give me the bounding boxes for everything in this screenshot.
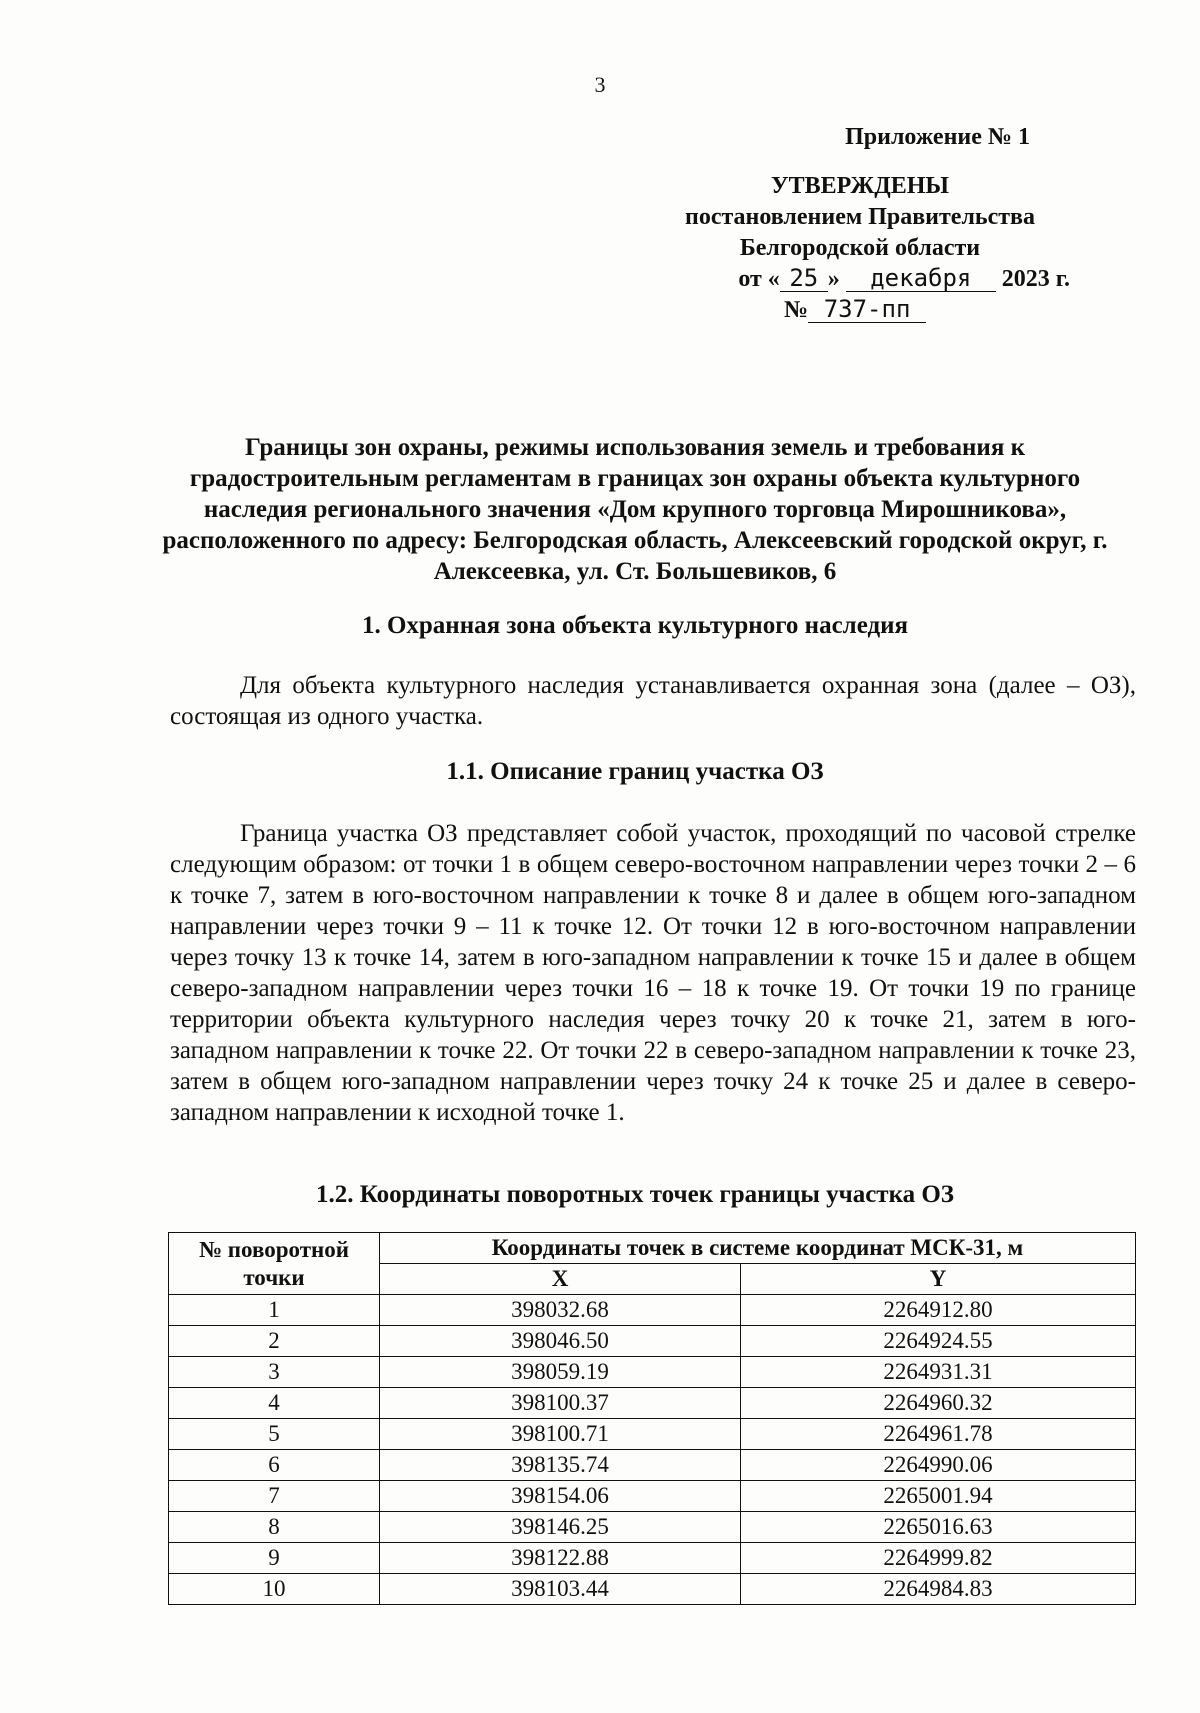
cell-point: 1 (169, 1295, 380, 1326)
document-title: Границы зон охраны, режимы использования земель и требования к градостроительным регламентам в границах зон охраны объекта культурного наследия регионального значения «Дом крупного торговца Мирошникова», расположенного по адресу: Белгородская область, Алексеевский городской округ, г. Алексеевка, ул. Ст. Большевиков, 6 (162, 434, 1108, 585)
date-year: 2023 г. (1001, 266, 1070, 292)
cell-x: 398122.88 (380, 1543, 741, 1574)
date-day: 25 (780, 265, 828, 292)
cell-x: 398135.74 (380, 1450, 741, 1481)
cell-y: 2264961.78 (741, 1419, 1136, 1450)
cell-point: 6 (169, 1450, 380, 1481)
section-1-1-paragraph: Граница участка ОЗ представляет собой участок, проходящий по часовой стрелке следующим образом: от точки 1 в общем северо-восточном направлении через точки 2 – 6 к точке 7, затем в юго-восточном направлении к точке 8 и далее в общем юго-западном направлении через точки 9 – 11 к точке 12. От точки 12 в юго-восточном направлении через точку 13 к точке 14, затем в юго-западном направлении к точке 15 и далее в общем северо-западном направлении через точки 16 – 18 к точке 19. От точки 19 по границе территории объекта культурного наследия через точку 20 к точке 21, затем в юго-западном направлении к точке 22. От точки 22 в северо-западном направлении к точке 23, затем в общем юго-западном направлении через точку 24 к точке 25 и далее в северо-западном направлении к исходной точке 1. (170, 820, 1136, 1126)
date-mid: » (827, 266, 840, 292)
coordinates-table (168, 1232, 1136, 1605)
appendix-label: Приложение № 1 (845, 124, 1030, 150)
cell-x: 398146.25 (380, 1512, 741, 1543)
cell-y: 2264999.82 (741, 1543, 1136, 1574)
table-row (169, 1326, 1136, 1357)
table-row (169, 1295, 1136, 1326)
cell-x: 398103.44 (380, 1574, 741, 1605)
cell-point: 7 (169, 1481, 380, 1512)
section-1-text (170, 670, 1136, 732)
cell-point: 4 (169, 1388, 380, 1419)
table-row (169, 1450, 1136, 1481)
cell-x: 398032.68 (380, 1295, 741, 1326)
coordinates-table-body (169, 1295, 1136, 1605)
table-row (169, 1543, 1136, 1574)
approval-date (610, 264, 1070, 295)
cell-y: 2265016.63 (741, 1512, 1136, 1543)
number-value: 737-пп (808, 296, 926, 323)
cell-point: 2 (169, 1326, 380, 1357)
cell-point: 8 (169, 1512, 380, 1543)
header-coords: Координаты точек в системе координат МСК-31, м (380, 1233, 1136, 1264)
section-1-1-text (170, 818, 1136, 1128)
cell-y: 2265001.94 (741, 1481, 1136, 1512)
number-prefix: № (783, 297, 809, 323)
table-row (169, 1512, 1136, 1543)
header-point: № поворотной точки (169, 1233, 380, 1295)
section-1-2-heading: 1.2. Координаты поворотных точек границы участка ОЗ (316, 1181, 954, 1208)
cell-x: 398100.37 (380, 1388, 741, 1419)
date-prefix: от « (738, 266, 780, 292)
header-y: Y (741, 1264, 1136, 1295)
table-row (169, 1419, 1136, 1450)
cell-x: 398154.06 (380, 1481, 741, 1512)
approved-label: УТВЕРЖДЕНЫ (771, 173, 949, 199)
cell-x: 398100.71 (380, 1419, 741, 1450)
cell-y: 2264924.55 (741, 1326, 1136, 1357)
cell-point: 5 (169, 1419, 380, 1450)
cell-y: 2264912.80 (741, 1295, 1136, 1326)
page-number: 3 (594, 72, 606, 97)
approved-by-line2: Белгородской области (739, 235, 981, 261)
cell-y: 2264984.83 (741, 1574, 1136, 1605)
cell-x: 398059.19 (380, 1357, 741, 1388)
approval-number (610, 295, 1070, 326)
cell-y: 2264960.32 (741, 1388, 1136, 1419)
approved-by-line1: постановлением Правительства (684, 204, 1035, 230)
table-row (169, 1574, 1136, 1605)
approval-block (610, 122, 1070, 326)
section-1-heading: 1. Охранная зона объекта культурного наследия (361, 612, 909, 639)
cell-y: 2264990.06 (741, 1450, 1136, 1481)
header-x: X (380, 1264, 741, 1295)
section-1-1-heading: 1.1. Описание границ участка ОЗ (446, 758, 824, 785)
cell-point: 10 (169, 1574, 380, 1605)
table-row (169, 1357, 1136, 1388)
section-1-paragraph: Для объекта культурного наследия устанавливается охранная зона (далее – ОЗ), состоящая из одного участка. (170, 672, 1136, 730)
cell-x: 398046.50 (380, 1326, 741, 1357)
cell-point: 9 (169, 1543, 380, 1574)
cell-point: 3 (169, 1357, 380, 1388)
coordinates-table-wrap (168, 1232, 1136, 1605)
table-row (169, 1481, 1136, 1512)
table-row (169, 1388, 1136, 1419)
cell-y: 2264931.31 (741, 1357, 1136, 1388)
date-month: декабря (846, 265, 996, 292)
